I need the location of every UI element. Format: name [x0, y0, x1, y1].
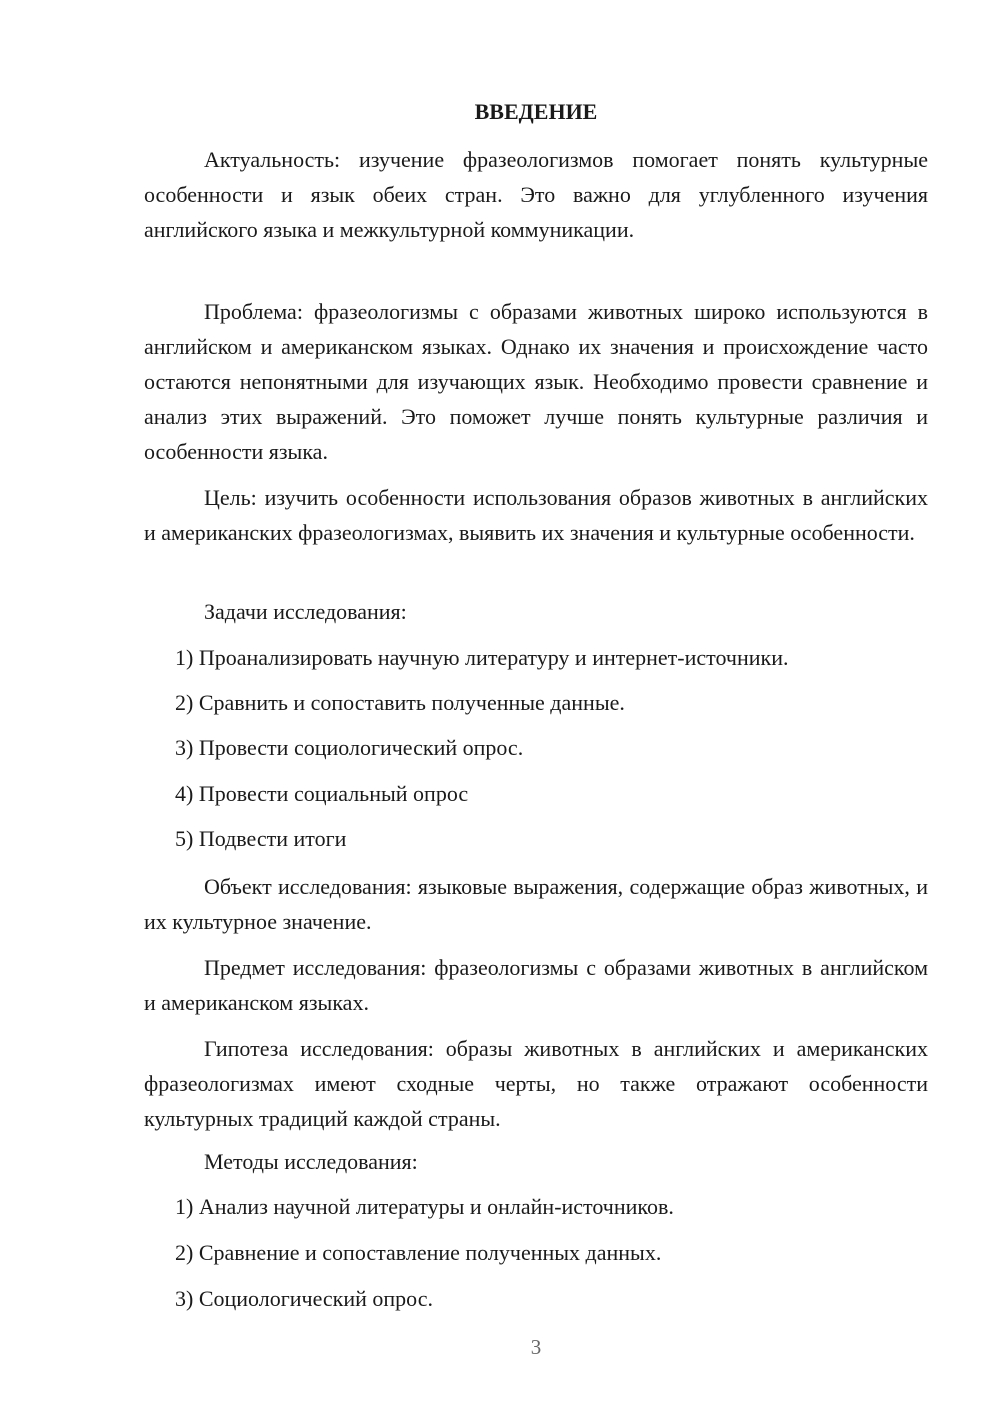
- page-title: ВВЕДЕНИЕ: [474, 99, 598, 124]
- methods-list-item: 3) Социологический опрос.: [175, 1286, 433, 1311]
- tasks-list-item: 3) Провести социологический опрос.: [175, 735, 524, 760]
- tasks-list-item: 2) Сравнить и сопоставить полученные данные.: [175, 690, 625, 715]
- tasks-list-item: 4) Провести социальный опрос: [175, 781, 469, 806]
- goal-paragraph: Цель: изучить особенности использования образов животных в английских и американских фразеологизмах, выявить их значения и культурные особенности.: [144, 485, 928, 545]
- subject-paragraph: Предмет исследования: фразеологизмы с образами животных в английском и американском языках.: [144, 955, 928, 1015]
- object-paragraph: Объект исследования: языковые выражения, содержащие образ животных, и их культурное значение.: [144, 874, 928, 934]
- problem-paragraph: Проблема: фразеологизмы с образами животных широко используются в английском и американском языках. Однако их значения и происхождение часто остаются непонятными для изучающих язык. Необходимо провести сравнение и анализ этих выражений. Это поможет лучше понять культурные различия и особенности языка.: [144, 299, 928, 464]
- hypothesis-paragraph: Гипотеза исследования: образы животных в английских и американских фразеологизмах имеют сходные черты, но также отражают особенности культурных традиций каждой страны.: [144, 1036, 928, 1131]
- tasks-label: Задачи исследования:: [204, 599, 407, 624]
- page-number: 3: [530, 1335, 542, 1359]
- methods-label: Методы исследования:: [204, 1149, 418, 1174]
- methods-list-item: 1) Анализ научной литературы и онлайн-источников.: [175, 1194, 674, 1219]
- relevance-paragraph: Актуальность: изучение фразеологизмов помогает понять культурные особенности и язык обеих стран. Это важно для углубленного изучения английского языка и межкультурной коммуникации.: [144, 147, 928, 242]
- methods-list-item: 2) Сравнение и сопоставление полученных данных.: [175, 1240, 662, 1265]
- tasks-list-item: 5) Подвести итоги: [175, 826, 347, 851]
- tasks-list-item: 1) Проанализировать научную литературу и интернет-источники.: [175, 645, 789, 670]
